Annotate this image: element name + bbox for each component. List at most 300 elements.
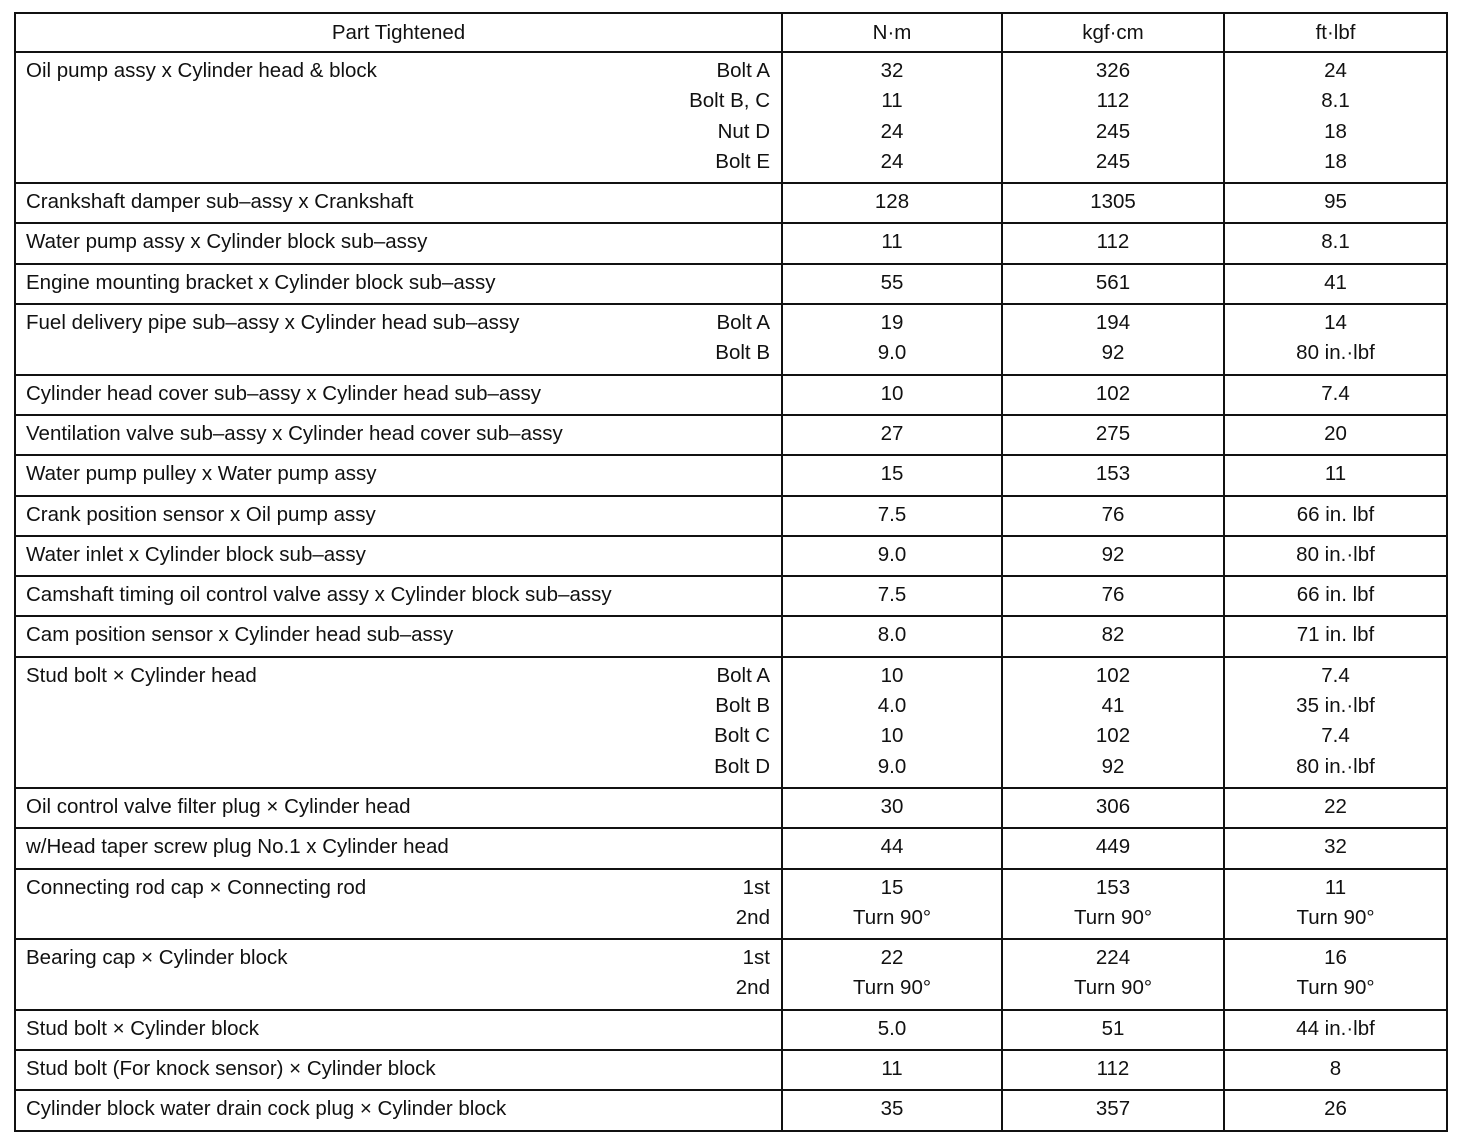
ft-value-cell [1224,1090,1447,1130]
nm-value-cell [782,576,1002,616]
part-cell-content [16,1051,781,1089]
nm-value: 30 [880,794,904,818]
sub-label: Bolt B [715,694,770,718]
kgf-value-content [1003,456,1223,494]
nm-value-cell [782,496,1002,536]
nm-value-content [783,870,1001,939]
ft-value: 7.4 [1321,663,1350,687]
ft-value: 80 in.·lbf [1296,754,1375,778]
kgf-value: 92 [1101,754,1125,778]
ft-value-content [1225,940,1446,1009]
kgf-value-cell [1002,1010,1224,1050]
ft-value-cell [1224,223,1447,263]
nm-value: 44 [880,835,904,859]
part-cell-content [16,658,781,787]
table-row [15,1010,1447,1050]
part-cell [15,869,782,940]
kgf-value-cell [1002,375,1224,415]
kgf-value: 76 [1101,502,1125,526]
sub-label: Bolt D [714,754,770,778]
table-row [15,264,1447,304]
table-body [15,52,1447,1131]
header-part-tightened: Part Tightened [15,13,782,52]
ft-value-cell [1224,304,1447,375]
ft-value-content [1225,617,1446,655]
nm-value: 8.0 [877,623,907,647]
nm-value: 19 [880,311,904,335]
nm-value-cell [782,1090,1002,1130]
nm-value: 55 [880,270,904,294]
sub-labels [689,56,770,177]
nm-value: 11 [881,1057,903,1081]
nm-value: 5.0 [877,1016,907,1040]
kgf-value: 76 [1101,583,1125,607]
ft-value-cell [1224,183,1447,223]
nm-value-cell [782,183,1002,223]
nm-value-cell [782,869,1002,940]
nm-value-content [783,658,1001,787]
sub-label: 2nd [735,976,770,1000]
nm-value: 4.0 [877,694,907,718]
kgf-value-cell [1002,869,1224,940]
kgf-value-content [1003,829,1223,867]
ft-value-cell [1224,616,1447,656]
table-row [15,183,1447,223]
kgf-value-content [1003,789,1223,827]
kgf-value-cell [1002,415,1224,455]
kgf-value: Turn 90° [1073,905,1153,929]
nm-value-cell [782,788,1002,828]
sub-label: 2nd [735,905,770,929]
nm-value: 10 [880,663,904,687]
part-cell [15,939,782,1010]
nm-value-content [783,537,1001,575]
part-cell-content [16,224,781,262]
kgf-value: 82 [1101,623,1125,647]
kgf-value-cell [1002,616,1224,656]
table-row [15,304,1447,375]
part-cell-content [16,537,781,575]
ft-value: 11 [1324,462,1347,486]
nm-value: 10 [880,724,904,748]
nm-value-cell [782,264,1002,304]
sub-label: Nut D [717,119,770,143]
ft-value-cell [1224,496,1447,536]
part-cell [15,375,782,415]
kgf-value-content [1003,1011,1223,1049]
sub-label: Bolt A [716,59,770,82]
kgf-value: 102 [1095,724,1131,748]
part-cell [15,616,782,656]
ft-value: 8.1 [1321,230,1350,254]
nm-value: 24 [880,149,904,173]
kgf-value-content [1003,305,1223,374]
part-cell-content [16,577,781,615]
nm-value-cell [782,375,1002,415]
table-row [15,657,1447,788]
ft-value-content [1225,53,1446,182]
kgf-value-cell [1002,1050,1224,1090]
kgf-value: 224 [1095,946,1131,970]
kgf-value-cell [1002,657,1224,788]
kgf-value-cell [1002,183,1224,223]
sub-label: Bolt B [715,341,770,365]
ft-value: 66 in. lbf [1296,502,1375,526]
part-name: Crankshaft damper sub–assy x Crankshaft [26,190,414,214]
nm-value: 11 [881,230,903,254]
ft-value: 11 [1324,875,1347,899]
ft-value-cell [1224,1010,1447,1050]
kgf-value: 92 [1101,542,1125,566]
nm-value-cell [782,1050,1002,1090]
part-cell-content [16,940,781,1009]
ft-value-cell [1224,52,1447,183]
nm-value: 128 [874,190,910,214]
nm-value-cell [782,939,1002,1010]
kgf-value-content [1003,376,1223,414]
kgf-value: 275 [1095,421,1131,445]
table-row [15,1050,1447,1090]
nm-value-content [783,376,1001,414]
ft-value: 14 [1324,311,1347,335]
ft-value-cell [1224,264,1447,304]
kgf-value: 449 [1095,835,1131,859]
kgf-value-cell [1002,828,1224,868]
nm-value-content [783,497,1001,535]
ft-value: 66 in. lbf [1296,583,1375,607]
kgf-value-cell [1002,455,1224,495]
part-cell-content [16,376,781,414]
nm-value-content [783,940,1001,1009]
ft-value-content [1225,829,1446,867]
ft-value: 18 [1324,149,1347,173]
ft-value: 71 in. lbf [1296,623,1375,647]
ft-value: 44 in.·lbf [1296,1016,1375,1040]
ft-value: 18 [1324,119,1347,143]
part-name: Bearing cap × Cylinder block [26,946,288,970]
kgf-value: 357 [1095,1097,1131,1121]
kgf-value-cell [1002,496,1224,536]
table-row [15,415,1447,455]
table-row [15,52,1447,183]
nm-value: 15 [880,875,904,899]
nm-value-cell [782,536,1002,576]
ft-value-content [1225,1051,1446,1089]
sub-label: Bolt B, C [689,89,770,113]
sub-labels [736,873,770,934]
part-cell [15,264,782,304]
kgf-value-content [1003,870,1223,939]
nm-value-cell [782,223,1002,263]
nm-value-content [783,789,1001,827]
part-cell-content [16,1091,781,1129]
sub-label: 1st [742,875,770,899]
nm-value-content [783,1051,1001,1089]
nm-value-content [783,1011,1001,1049]
table-row [15,869,1447,940]
sub-labels [715,308,770,369]
sub-label: Bolt C [714,724,770,748]
part-name: Cam position sensor x Cylinder head sub–assy [26,623,454,647]
part-cell [15,415,782,455]
part-name: Water pump pulley x Water pump assy [26,462,377,486]
ft-value-cell [1224,788,1447,828]
ft-value: 26 [1324,1097,1347,1121]
kgf-value: Turn 90° [1073,976,1153,1000]
kgf-value-content [1003,184,1223,222]
nm-value: 7.5 [877,502,907,526]
part-name: Water pump assy x Cylinder block sub–assy [26,230,428,254]
ft-value-cell [1224,455,1447,495]
part-cell-content [16,497,781,535]
kgf-value-content [1003,940,1223,1009]
ft-value-content [1225,456,1446,494]
ft-value-cell [1224,415,1447,455]
table-row [15,576,1447,616]
ft-value: 95 [1324,190,1347,214]
sub-label: Bolt A [716,311,770,335]
kgf-value: 51 [1101,1016,1125,1040]
part-cell [15,1050,782,1090]
sub-label: Bolt A [716,663,770,687]
nm-value-content [783,224,1001,262]
nm-value: 35 [880,1097,904,1121]
kgf-value-cell [1002,1090,1224,1130]
ft-value: 80 in.·lbf [1296,542,1375,566]
ft-value: 16 [1324,946,1347,970]
nm-value-content [783,617,1001,655]
kgf-value: 306 [1095,794,1131,818]
ft-value-content [1225,376,1446,414]
kgf-value-content [1003,1091,1223,1129]
nm-value: 22 [880,946,904,970]
kgf-value-cell [1002,52,1224,183]
kgf-value: 41 [1101,694,1125,718]
kgf-value-cell [1002,304,1224,375]
kgf-value: 245 [1095,119,1131,143]
ft-value-content [1225,537,1446,575]
nm-value: 15 [880,462,904,486]
nm-value: Turn 90° [852,905,932,929]
kgf-value: 561 [1095,270,1131,294]
kgf-value-cell [1002,939,1224,1010]
nm-value-cell [782,415,1002,455]
kgf-value-content [1003,53,1223,182]
kgf-value-cell [1002,576,1224,616]
nm-value-cell [782,455,1002,495]
part-cell [15,1010,782,1050]
ft-value: Turn 90° [1296,905,1375,929]
part-name: Stud bolt × Cylinder block [26,1016,260,1040]
kgf-value-content [1003,1051,1223,1089]
kgf-value: 153 [1095,462,1131,486]
part-cell-content [16,305,781,374]
table-row [15,1090,1447,1130]
kgf-value-content [1003,537,1223,575]
kgf-value: 112 [1096,1057,1130,1081]
ft-value: 80 in.·lbf [1296,341,1375,365]
table-row [15,939,1447,1010]
ft-value: 20 [1324,421,1347,445]
kgf-value: 245 [1095,149,1131,173]
nm-value: 9.0 [877,754,907,778]
header-kgf-cm: kgf·cm [1002,13,1224,52]
nm-value-cell [782,1010,1002,1050]
part-cell-content [16,1011,781,1049]
table-row [15,828,1447,868]
ft-value-cell [1224,869,1447,940]
part-name: Camshaft timing oil control valve assy x Cylinder block sub–assy [26,583,612,607]
part-cell [15,52,782,183]
ft-value-content [1225,497,1446,535]
nm-value-content [783,416,1001,454]
part-name: Stud bolt × Cylinder head [26,663,257,687]
part-cell [15,304,782,375]
part-cell [15,183,782,223]
part-cell-content [16,265,781,303]
nm-value: 9.0 [877,542,907,566]
part-cell [15,496,782,536]
nm-value-content [783,1091,1001,1129]
header-ft-lbf: ft·lbf [1224,13,1447,52]
part-cell-content [16,184,781,222]
part-cell [15,536,782,576]
nm-value-cell [782,657,1002,788]
kgf-value-content [1003,497,1223,535]
sub-labels [714,661,770,782]
kgf-value: 112 [1096,89,1130,113]
ft-value-content [1225,577,1446,615]
ft-value-content [1225,789,1446,827]
nm-value: 10 [880,381,904,405]
nm-value: 11 [881,89,903,113]
kgf-value-content [1003,224,1223,262]
nm-value-content [783,829,1001,867]
part-name: Crank position sensor x Oil pump assy [26,502,376,526]
part-name: w/Head taper screw plug No.1 x Cylinder head [26,835,449,859]
ft-value-content [1225,416,1446,454]
torque-specification-table [14,12,1448,1132]
sub-label: 1st [742,946,770,970]
ft-value-content [1225,1091,1446,1129]
kgf-value-content [1003,577,1223,615]
ft-value-content [1225,184,1446,222]
kgf-value: 194 [1095,311,1131,335]
part-name: Stud bolt (For knock sensor) × Cylinder block [26,1057,436,1081]
sub-labels [736,943,770,1004]
ft-value: 24 [1324,59,1347,82]
kgf-value: 102 [1095,663,1131,687]
ft-value: 8 [1329,1057,1342,1081]
nm-value-content [783,184,1001,222]
sub-label: Bolt E [715,149,770,173]
ft-value: 7.4 [1321,724,1350,748]
nm-value: 9.0 [877,341,907,365]
kgf-value: 1305 [1090,190,1136,214]
header-newton-meter: N·m [782,13,1002,52]
nm-value-cell [782,304,1002,375]
nm-value-cell [782,616,1002,656]
part-name: Oil pump assy x Cylinder head & block [26,59,377,82]
kgf-value-cell [1002,264,1224,304]
ft-value: 41 [1324,270,1347,294]
nm-value-cell [782,828,1002,868]
part-name: Engine mounting bracket x Cylinder block sub–assy [26,270,496,294]
part-name: Oil control valve filter plug × Cylinder head [26,794,411,818]
table-row [15,455,1447,495]
ft-value-cell [1224,536,1447,576]
ft-value-cell [1224,939,1447,1010]
header-row [15,13,1447,52]
table-row [15,223,1447,263]
kgf-value: 153 [1095,875,1131,899]
part-cell-content [16,789,781,827]
ft-value-content [1225,305,1446,374]
kgf-value: 102 [1095,381,1131,405]
kgf-value-content [1003,617,1223,655]
kgf-value: 92 [1101,341,1125,365]
nm-value: 32 [880,59,904,82]
nm-value-content [783,305,1001,374]
table-row [15,616,1447,656]
ft-value-content [1225,658,1446,787]
part-name: Fuel delivery pipe sub–assy x Cylinder head sub–assy [26,311,520,335]
ft-value-content [1225,265,1446,303]
ft-value-cell [1224,828,1447,868]
kgf-value-cell [1002,223,1224,263]
table-row [15,536,1447,576]
table-row [15,788,1447,828]
kgf-value-cell [1002,788,1224,828]
nm-value-content [783,577,1001,615]
ft-value: 35 in.·lbf [1296,694,1375,718]
kgf-value-content [1003,265,1223,303]
nm-value: 27 [880,421,904,445]
part-cell-content [16,53,781,182]
part-name: Water inlet x Cylinder block sub–assy [26,542,366,566]
part-name: Connecting rod cap × Connecting rod [26,875,367,899]
kgf-value: 112 [1096,230,1130,254]
nm-value-content [783,265,1001,303]
ft-value-cell [1224,576,1447,616]
part-cell-content [16,416,781,454]
ft-value: 7.4 [1321,381,1350,405]
part-cell [15,455,782,495]
part-cell [15,788,782,828]
part-cell-content [16,870,781,939]
kgf-value-cell [1002,536,1224,576]
part-name: Cylinder block water drain cock plug × Cylinder block [26,1097,507,1121]
part-cell [15,223,782,263]
nm-value: 24 [880,119,904,143]
kgf-value: 326 [1095,59,1131,82]
ft-value-cell [1224,375,1447,415]
nm-value-cell [782,52,1002,183]
part-name: Ventilation valve sub–assy x Cylinder head cover sub–assy [26,421,563,445]
nm-value-content [783,456,1001,494]
nm-value: 7.5 [877,583,907,607]
ft-value: 32 [1324,835,1347,859]
ft-value: Turn 90° [1296,976,1375,1000]
part-cell [15,1090,782,1130]
ft-value-cell [1224,1050,1447,1090]
ft-value-content [1225,224,1446,262]
part-cell-content [16,617,781,655]
part-cell [15,657,782,788]
ft-value: 8.1 [1321,89,1350,113]
part-cell-content [16,456,781,494]
table-row [15,496,1447,536]
